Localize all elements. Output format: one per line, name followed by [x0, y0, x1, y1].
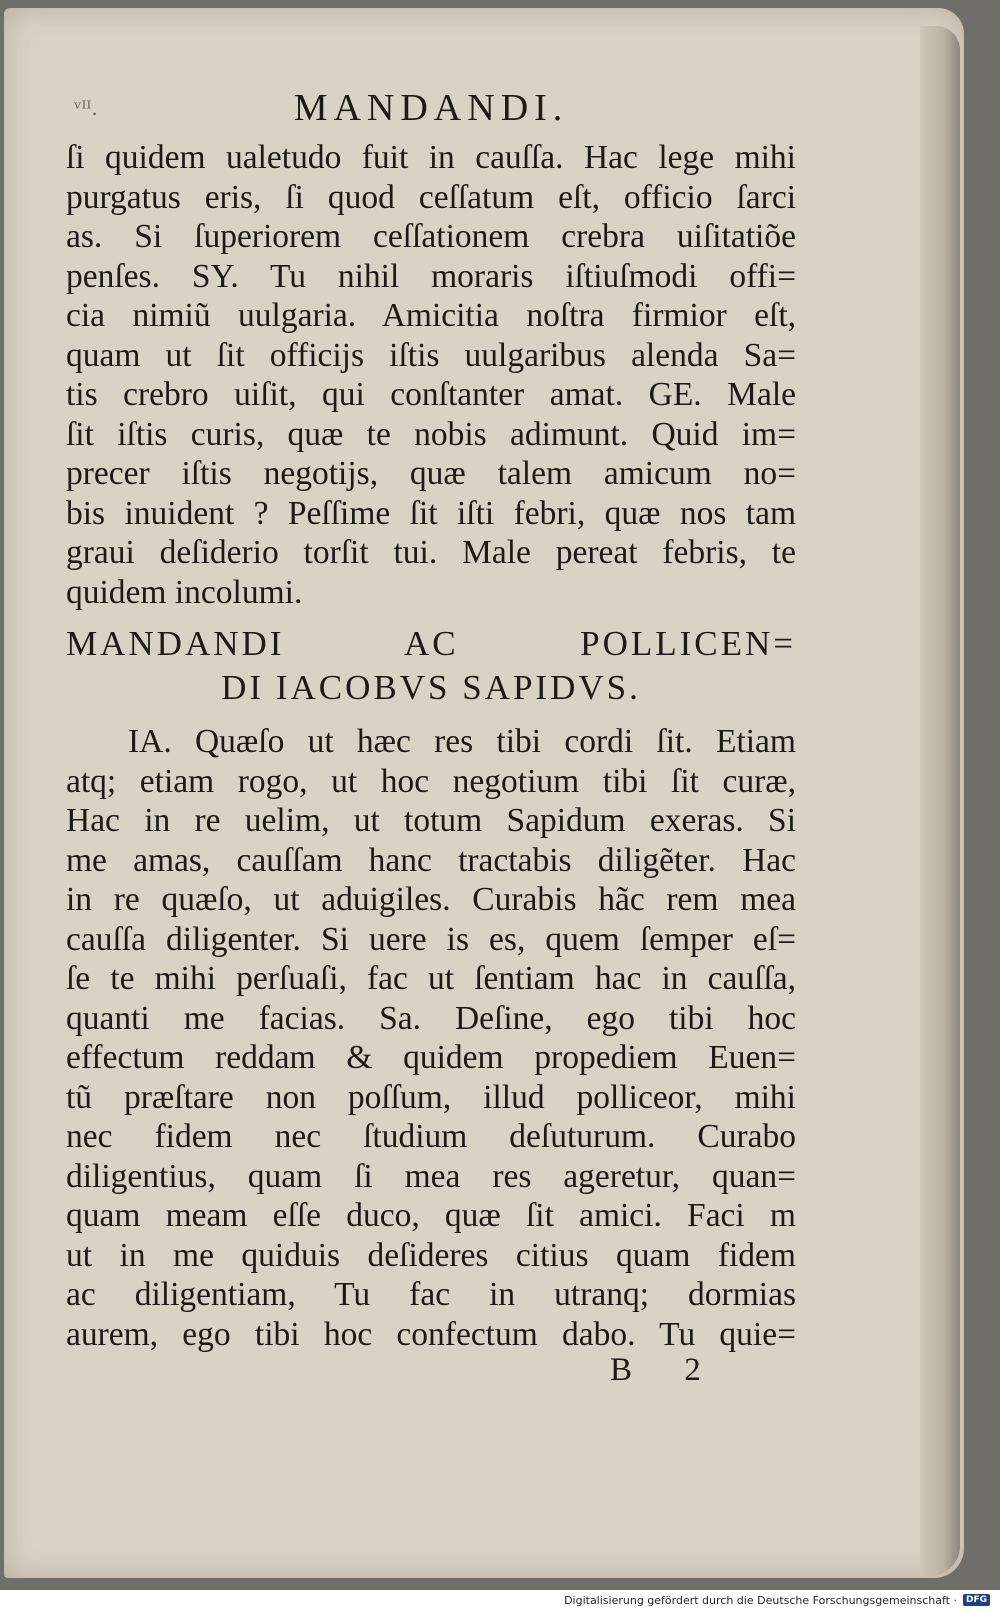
section-title-line: DI IACOBVS SAPIDVS. [221, 668, 641, 707]
text-line: bis inuident ? Peſſime ſit iſti febri, quæ nos tam [66, 494, 796, 532]
running-head-mark: ᵛᴵᴵ. [74, 96, 98, 120]
text-line: tis crebro uiſit, qui conſtanter amat. GE. Male [66, 376, 796, 413]
text-line: nec fidem nec ſtudium deſuturum. Curabo [66, 1118, 796, 1155]
text-line: tũ præſtare non poſſum, illud polliceor, mihi [66, 1078, 796, 1116]
text-line: quidem incolumi. [66, 573, 303, 611]
text-line: ut in me quiduis deſideres citius quam fidem [66, 1236, 796, 1274]
footer [564, 1590, 990, 1610]
text-line: purgatus eris, ſi quod ceſſatum eſt, officio ſarci [66, 178, 796, 216]
text-line: ſe te mihi perſuaſi, fac ut ſentiam hac in cauſſa, [66, 960, 796, 997]
text-line: atq; etiam rogo, ut hoc negotium tibi ſit curæ, [66, 762, 796, 800]
text-line: ſi quidem ualetudo fuit in cauſſa. Hac lege mihi [66, 139, 796, 176]
text-line: in re quæſo, ut aduigiles. Curabis hãc rem mea [66, 881, 796, 918]
text-line: diligentius, quam ſi mea res ageretur, quan= [66, 1157, 796, 1195]
running-head [66, 82, 796, 134]
text-line: Hac in re uelim, ut totum Sapidum exeras. Si [66, 802, 796, 839]
text-line: as. Si ſuperiorem ceſſationem crebra uiſitatiõe [66, 218, 796, 255]
text-line: penſes. SY. Tu nihil moraris iſtiuſmodi offi= [66, 257, 796, 295]
section-title-line: MANDANDI AC POLLICEN= [66, 624, 796, 663]
running-head-title: MANDANDI. [293, 87, 569, 129]
text-line: ſit iſtis curis, quæ te nobis adimunt. Quid im= [66, 415, 796, 453]
paragraph-2 [66, 722, 796, 1354]
dfg-logo: DFG [963, 1594, 990, 1606]
page-edge [920, 26, 960, 1576]
text-line: IA. Quæſo ut hæc res tibi cordi ſit. Etiam [128, 723, 796, 760]
text-line: quanti me facias. Sa. Deſine, ego tibi hoc [66, 999, 796, 1037]
text-line: cia nimiũ uulgaria. Amicitia noſtra firmior eſt, [66, 297, 796, 334]
text-line: me amas, cauſſam hanc tractabis diligẽter. Hac [66, 841, 796, 879]
text-line: aurem, ego tibi hoc confectum dabo. Tu quie= [66, 1315, 796, 1353]
page-text-block [66, 82, 796, 1354]
text-line: cauſſa diligenter. Si uere is es, quem ſemper eſ= [66, 920, 796, 958]
text-line: graui deſiderio torſit tui. Male pereat febris, te [66, 534, 796, 571]
text-line: effectum reddam & quidem propediem Euen= [66, 1039, 796, 1076]
section-title [66, 622, 796, 710]
text-line: quam meam eſſe duco, quæ ſit amici. Faci m [66, 1197, 796, 1234]
text-line: ac diligentiam, Tu fac in utranq; dormias [66, 1276, 796, 1313]
paragraph-1 [66, 138, 796, 612]
signature-mark: B 2 [610, 1352, 723, 1388]
text-line: precer iſtis negotijs, quæ talem amicum no= [66, 455, 796, 492]
text-line: quam ut ſit officijs iſtis uulgaribus alenda Sa= [66, 336, 796, 374]
footer-text: Digitalisierung gefördert durch die Deutsche Forschungsgemeinschaft · [564, 1593, 957, 1607]
